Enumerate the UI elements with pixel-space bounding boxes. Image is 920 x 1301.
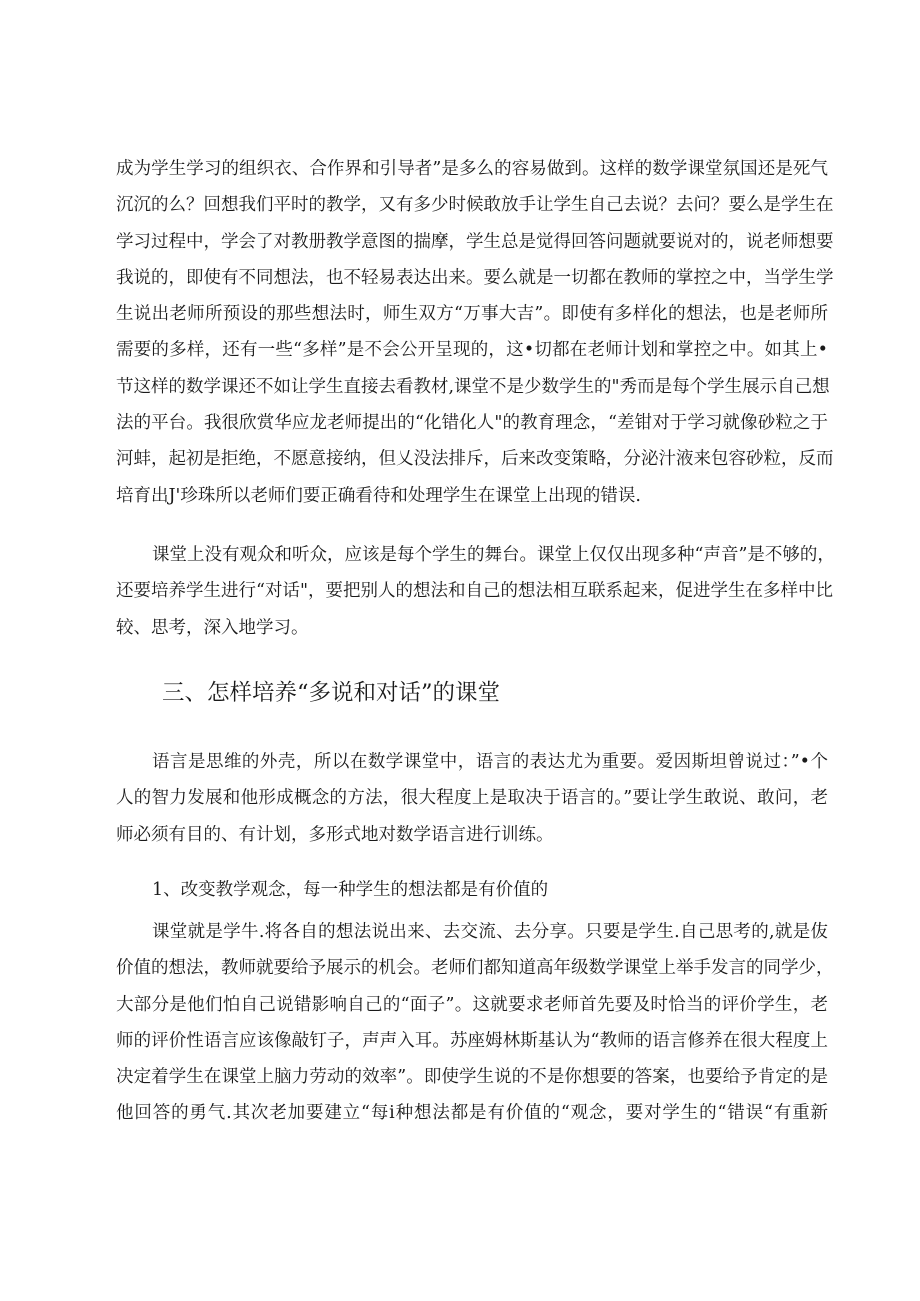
paragraph-line: 他回答的勇气.其次老加要建立“每i种想法都是有价值的“观念，要对学生的“错误“有重新: [116, 1103, 828, 1124]
paragraph-line: 课堂上没有观众和听众，应该是每个学生的舞台。课堂上仅仅出现多种“声音”是不够的，: [152, 545, 835, 565]
paragraph-line: 价值的想法，教师就要给予展示的机会。老师们都知道高年级数学课堂上举手发言的同学少，: [116, 958, 834, 979]
paragraph-line: 需要的多样，还有一些“多样”是不会公开呈现的，这•切都在老师计划和掌控之中。如其上•: [116, 340, 828, 361]
paragraph-line: 沉沉的么？回想我们平时的教学，又有多少时候敢放手让学生自己去说？去问？要么是学生在: [116, 195, 834, 216]
paragraph-line: 河蚌，起初是拒绝，不愿意接纳，但乂没法排斥，后来改变策略，分泌汁液来包容砂粒，反而: [116, 449, 834, 470]
paragraph-1: [116, 151, 834, 514]
paragraph-line: 培育出J'珍珠所以老师们要正确看待和处理学生在课堂上出现的错误.: [116, 485, 641, 506]
paragraph-3: [116, 744, 828, 853]
paragraph-line: 决定着学生在课堂上脑力劳动的效率”。即使学生说的不是你想要的答案，也要给予肯定的是: [116, 1067, 828, 1088]
paragraph-line: 人的智力发展和他形成概念的方法，很大程度上是取决于语言的。”要让学生敢说、敢问，老: [116, 788, 828, 809]
paragraph-line: 节这样的数学课还不如让学生直接去看教材,课堂不是少数学生的"秀而是每个学生展示自己想: [116, 376, 830, 397]
paragraph-4: [116, 914, 834, 1132]
paragraph-line: 大部分是他们怕自己说错影响自己的“面子”。这就要求老师首先要及时恰当的评价学生，老: [116, 994, 828, 1015]
subsection-heading: 1、改变教学观念，每一种学生的想法都是有价值的: [152, 880, 549, 900]
section-heading: 三、怎样培养“多说和对话”的课堂: [162, 680, 501, 706]
paragraph-line: 较、思考，深入地学习。: [116, 617, 309, 638]
paragraph-line: 课堂就是学牛.将各自的想法说出来、去交流、去分享。只要是学生.自己思考的,就是伖: [152, 922, 828, 942]
paragraph-line: 语言是思维的外壳，所以在数学课堂中，语言的表达尤为重要。爱因斯坦曾说过：”•个: [152, 752, 828, 772]
paragraph-2: [116, 537, 835, 646]
paragraph-line: 我说的，即使有不同想法，也不轻易表达出来。要么就是一切都在教师的掌控之中，当学生学: [116, 267, 834, 288]
paragraph-line: 生说出老师所预设的那些想法时，师生双方“万事大吉”。即使有多样化的想法，也是老师所: [116, 304, 828, 325]
paragraph-line: 还要培养学生进行“对话"，要把别人的想法和自己的想法相互联系起来，促进学生在多样中比: [116, 581, 833, 602]
paragraph-line: 成为学生学习的组织衣、合作界和引导者”是多么的容易做到。这样的数学课堂氛国还是死气: [116, 159, 828, 179]
paragraph-line: 师必须有目的、有计划，多形式地对数学语言进行训练。: [116, 824, 554, 845]
paragraph-line: 学习过程中，学会了对教册教学意图的揣摩，学生总是觉得回答问题就要说对的，说老师想要: [116, 231, 834, 252]
paragraph-line: 法的平台。我很欣赏华应龙老师提出的“化错化人"的教育理念，“差钳对于学习就像砂粒之于: [116, 413, 828, 434]
paragraph-line: 师的评价性语言应该像敲钉子，声声入耳。苏座姆林斯基认为“教师的语言修养在很大程度上: [116, 1030, 828, 1051]
